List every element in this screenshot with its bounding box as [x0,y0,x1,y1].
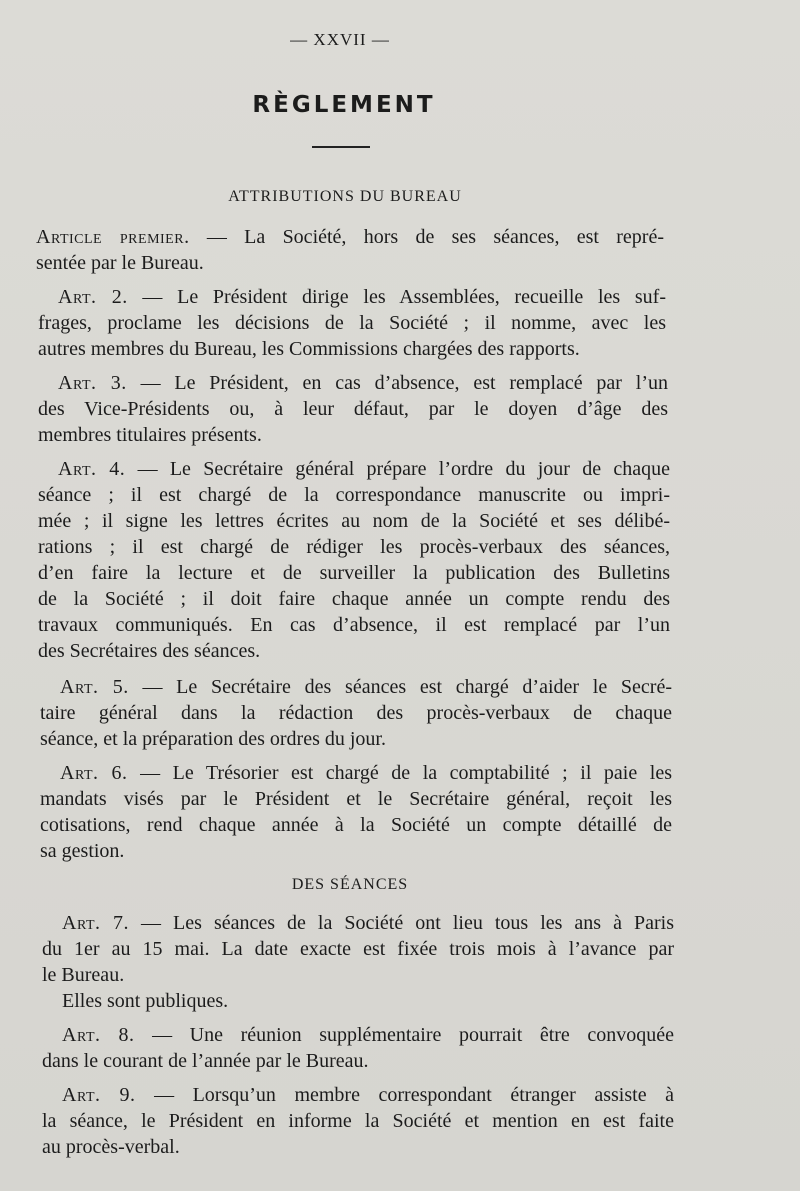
article-line: autres membres du Bureau, les Commissions chargées des rapports. [38,338,580,360]
article-line: des Secrétaires des séances. [38,640,261,662]
article-line: Art. 8. — Une réunion supplémentaire pourrait être convoquée [62,1024,674,1046]
article-4 [38,456,670,664]
article-line: taire général dans la rédaction des procès-verbaux de chaque [40,702,672,724]
article-8 [42,1022,674,1074]
article-line: cotisations, rend chaque année à la Société un compte détaillé de [40,814,672,836]
article-line: Art. 4. — Le Secrétaire général prépare l’ordre du jour de chaque [58,458,671,480]
article-label: Art. 7. [62,912,130,934]
article-line: Art. 3. — Le Président, en cas d’absence, est remplacé par l’un [58,372,668,394]
article-line: sentée par le Bureau. [36,252,204,274]
article-line: mée ; il signe les lettres écrites au nom de la Société et ses délibé- [38,510,670,532]
article-line: d’en faire la lecture et de surveiller la publication des Bulletins [38,562,670,584]
article-line: membres titulaires présents. [38,424,262,446]
article-line: Elles sont publiques. [62,990,229,1012]
article-line: Art. 7. — Les séances de la Société ont lieu tous les ans à Paris [62,912,674,934]
article-line: frages, proclame les décisions de la Société ; il nomme, avec les [38,312,666,334]
article-line: rations ; il est chargé de rédiger les procès-verbaux des séances, [38,536,670,558]
article-6 [40,760,672,864]
article-label: Art. 4. [58,458,126,480]
article-label: Art. 5. [60,676,129,698]
page-title: RÈGLEMENT [252,92,436,118]
article-line: mandats visés par le Président et le Secrétaire général, reçoit les [40,788,672,810]
article-line: des Vice-Présidents ou, à leur défaut, par le doyen d’âge des [38,398,668,420]
page-number: — XXVII — [290,30,390,49]
article-line: Article premier. — La Société, hors de ses séances, est repré- [36,226,664,248]
article-line: Art. 6. — Le Trésorier est chargé de la comptabilité ; il paie les [60,762,673,784]
article-2 [38,284,666,362]
article-label: Article premier. [36,226,190,248]
article-line: de la Société ; il doit faire chaque année un compte rendu des [38,588,670,610]
article-3 [38,370,668,448]
title-divider [312,146,370,148]
article-line: du 1er au 15 mai. La date exacte est fixée trois mois à l’avance par [42,938,674,960]
section-heading-seances: DES SÉANCES [291,876,409,893]
article-7 [42,910,674,1014]
article-label: Art. 8. [62,1024,135,1046]
article-label: Art. 6. [60,762,128,784]
article-line: Art. 2. — Le Président dirige les Assemblées, recueille les suf- [58,286,666,308]
section-heading-attributions: ATTRIBUTIONS DU BUREAU [228,188,462,205]
article-line: sa gestion. [40,840,125,862]
article-label: Art. 3. [58,372,127,394]
article-9 [42,1082,674,1160]
article-line: Art. 9. — Lorsqu’un membre correspondant étranger assiste à [62,1084,674,1106]
article-line: au procès-verbal. [42,1136,180,1158]
article-line: séance, et la préparation des ordres du jour. [40,728,386,750]
article-line: le Bureau. [42,964,125,986]
article-label: Art. 9. [62,1084,136,1106]
article-line: dans le courant de l’année par le Bureau. [42,1050,369,1072]
article-line: la séance, le Président en informe la Société et mention en est faite [42,1110,674,1132]
article-line: séance ; il est chargé de la correspondance manuscrite ou impri- [38,484,670,506]
article-5 [40,674,672,752]
article-line: Art. 5. — Le Secrétaire des séances est chargé d’aider le Secré- [60,676,673,698]
article-1 [36,224,664,276]
article-label: Art. 2. [58,286,128,308]
article-line: travaux communiqués. En cas d’absence, il est remplacé par l’un [38,614,670,636]
